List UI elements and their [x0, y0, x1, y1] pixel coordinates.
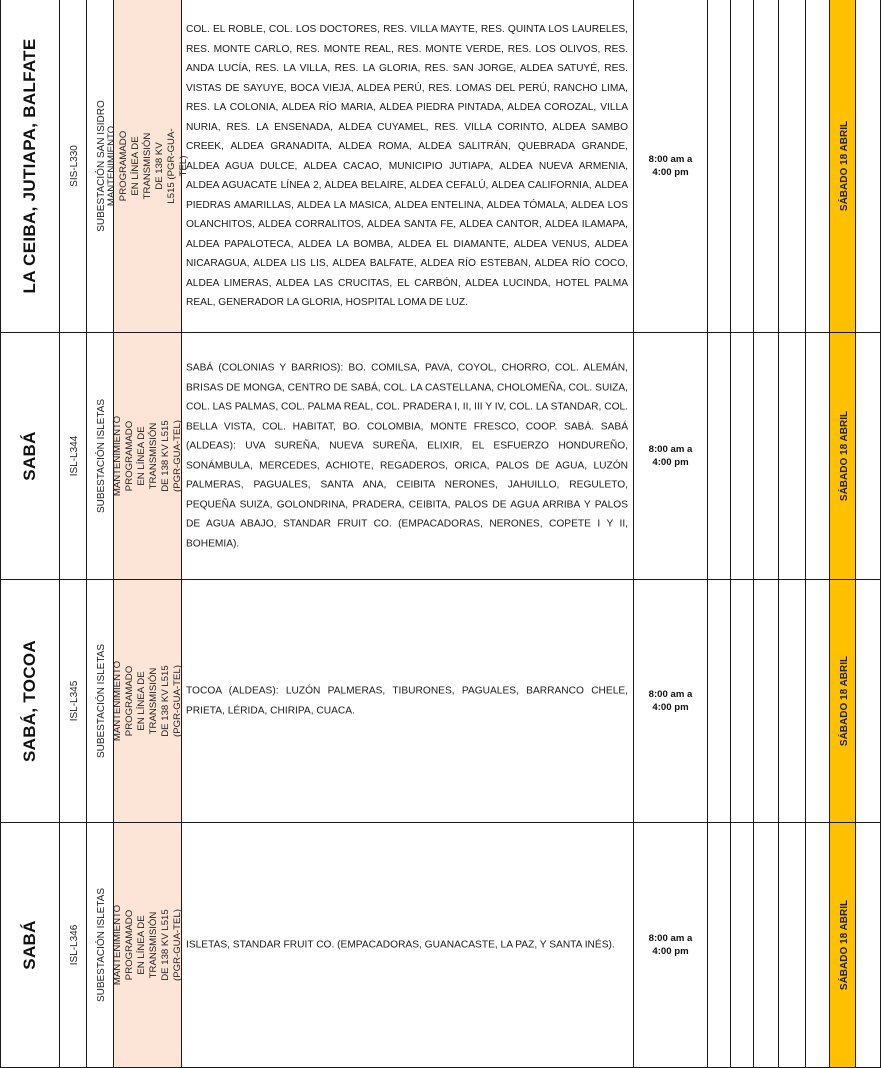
maintenance-description: MANTENIMIENTO PROGRAMADO EN LÍNEA DE TRANSMISIÓN DE 138 KV [105, 125, 165, 207]
empty-cell [731, 333, 754, 580]
date-cell [830, 823, 856, 1068]
time-start: 8:00 am a [648, 444, 693, 455]
affected-areas-cell [182, 333, 634, 580]
empty-cell [708, 0, 731, 333]
circuit-code: ISL-L345 [69, 680, 80, 722]
circuit-code-cell [60, 823, 87, 1068]
table-row [0, 0, 881, 333]
empty-cell [779, 580, 806, 823]
time-cell [634, 0, 708, 333]
empty-cell [708, 823, 731, 1068]
empty-cell [806, 823, 830, 1068]
maintenance-cell [105, 0, 189, 333]
empty-cell [754, 0, 779, 333]
substation-cell [87, 580, 114, 823]
circuit-code-cell [60, 333, 87, 580]
affected-areas-cell [182, 580, 634, 823]
empty-cell [779, 823, 806, 1068]
affected-areas-cell [182, 823, 634, 1068]
time-end: 4:00 pm [652, 946, 689, 957]
affected-areas-text: TOCOA (ALDEAS): LUZÓN PALMERAS, TIBURONES, PAGUALES, BARRANCO CHELE, PRIETA, LÉRIDA, CHIRIPA, CUACA. [186, 685, 628, 716]
empty-cell [856, 580, 881, 823]
time-cell [634, 823, 708, 1068]
empty-cell [806, 333, 830, 580]
maintenance-cell [111, 580, 183, 823]
circuit-code: SIS-L330 [69, 145, 80, 187]
region-cell [0, 333, 60, 580]
region-label: SABÁ, TOCOA [20, 640, 39, 762]
affected-areas-text: COL. EL ROBLE, COL. LOS DOCTORES, RES. VILLA MAYTE, RES. QUINTA LOS LAURELES, RES. MONTE CARLO, RES. MONTE REAL, RES. MONTE VERDE, RES. LOS OLIVOS, RES. ANDA LUCÍA, RES. LA VILLA, RES. LA GLORIA, RES. SAN JORGE, ALDEA SATUYÉ, RES. VISTAS DE SAYUYE, BOCA VIEJA, ALDEA PERÚ, RES. LOMAS DEL PERÚ, RANCHO LIMA, RES. LA COLONIA, ALDEA RÍO MARIA, ALDEA PIEDRA PINTADA, ALDEA COROZAL, VILLA NURIA, RES. LA ENSENADA, ALDEA CUYAMEL, RES. VILLA CORINTO, ALDEA SAMBO CREEK, ALDEA GRANADITA, ALDEA ROMA, ALDEA SALITRÁN, QUEBRADA GRANDE, ALDEA AGUA DULCE, ALDEA CACAO, MUNICIPIO JUTIAPA, ALDEA NUEVA ARMENIA, ALDEA AGUACATE LÍNEA 2, ALDEA BELAIRE, ALDEA CEFALÚ, ALDEA CALIFORNIA, ALDEA PIEDRAS AMARILLAS, ALDEA LA MASICA, ALDEA ENTELINA, ALDEA TÓMALA, ALDEA LOS OLANCHITOS, ALDEA CORRALITOS, ALDEA SANTA FE, ALDEA CANTOR, ALDEA ILAMAPA, ALDEA PAPALOTECA, ALDEA LA BOMBA, ALDEA EL DIAMANTE, ALDEA VENUS, ALDEA NICARAGUA, ALDEA LIS LIS, ALDEA BALFATE, ALDEA RÍO ESTEBAN, ALDEA RÍO COCO, ALDEA LIMERAS, ALDEA LAS CRUCITAS, EL CARBÓN, ALDEA LUCINDA, HOTEL PALMA REAL, GENERADOR LA GLORIA, HOSPITAL LOMA DE LUZ. [186, 23, 628, 308]
time-start: 8:00 am a [648, 689, 693, 700]
region-cell [0, 0, 60, 333]
empty-cell [731, 580, 754, 823]
empty-cell [806, 580, 830, 823]
empty-cell [708, 580, 731, 823]
date-cell [830, 580, 856, 823]
empty-cell [779, 0, 806, 333]
empty-cell [779, 333, 806, 580]
empty-cell [731, 823, 754, 1068]
empty-cell [731, 0, 754, 333]
region-label: LA CEIBA, JUTIAPA, BALFATE [20, 38, 39, 294]
substation-name: SUBESTACIÓN ISLETAS [96, 887, 107, 1003]
maintenance-description-line2: TRANSMISIÓN DE 138 KV L515 (PGR-GUA-TEL) [147, 909, 183, 981]
date-cell [830, 333, 856, 580]
date-label: SÁBADO 18 ABRIL [838, 410, 850, 502]
region-label: SABÁ [20, 920, 39, 970]
date-label: SÁBADO 18 ABRIL [838, 655, 850, 747]
circuit-code-cell [60, 580, 87, 823]
maintenance-description: MANTENIMIENTO PROGRAMADO EN LÍNEA DE [111, 904, 147, 986]
circuit-code-cell [60, 0, 87, 333]
maintenance-description-line2: TRANSMISIÓN DE 138 KV L515 (PGR-GUA-TEL) [147, 665, 183, 737]
date-cell [830, 0, 856, 333]
substation-name: SUBESTACIÓN SAN ISIDRO [96, 100, 107, 232]
date-label: SÁBADO 18 ABRIL [838, 120, 850, 212]
empty-cell [856, 0, 881, 333]
affected-areas-cell [182, 0, 634, 333]
region-label: SABÁ [20, 431, 39, 481]
empty-cell [806, 0, 830, 333]
affected-areas-text: SABÁ (COLONIAS Y BARRIOS): BO. COMILSA, PAVA, COYOL, CHORRO, COL. ALEMÁN, BRISAS DE MONGA, CENTRO DE SABÁ, COL. LA CASTELLANA, CHOLOMEÑA, COL. SUIZA, COL. LAS PALMAS, COL. PALMA REAL, COL. PRADERA I, II, III Y IV, COL. LA STANDAR, COL. BELLA VISTA, COL. HABITAT, BO. COLOMBIA, MONTE FRESCO, COOP. SABÁ. SABÁ (ALDEAS): UVA SUREÑA, NUEVA SUREÑA, ELIXIR, EL ESFUERZO HONDUREÑO, SONÁMBULA, MERCEDES, ACHIOTE, REGADEROS, ORICA, PALOS DE AGUA, LUZÓN PALMERAS, PAGUALES, SANTA ANA, CEIBITA NERONES, JAHUILLO, REGULETO, PEQUEÑA SUIZA, GOLONDRINA, PRADERA, CEIBITA, PALOS DE AGUA ARRIBA Y PALOS DE AGUA ABAJO, STANDAR FRUIT CO. (EMPACADORAS, NERONES, COPETE I Y II, BOHEMIA). [186, 362, 628, 549]
time-end: 4:00 pm [652, 702, 689, 713]
time-cell [634, 333, 708, 580]
substation-cell [87, 333, 114, 580]
empty-cell [754, 580, 779, 823]
date-label: SÁBADO 18 ABRIL [838, 899, 850, 991]
substation-name: SUBESTACIÓN ISLETAS [96, 643, 107, 759]
region-cell [0, 580, 60, 823]
circuit-code: ISL-L346 [69, 924, 80, 966]
empty-cell [754, 823, 779, 1068]
time-start: 8:00 am a [648, 933, 693, 944]
maintenance-description: MANTENIMIENTO PROGRAMADO EN LÍNEA DE [111, 660, 147, 742]
maintenance-cell [111, 823, 183, 1068]
empty-cell [754, 333, 779, 580]
region-cell [0, 823, 60, 1068]
maintenance-cell [111, 333, 183, 580]
time-cell [634, 580, 708, 823]
maintenance-description-line2: L515 (PGR-GUA-TEL) [165, 128, 189, 204]
table-row [0, 333, 881, 580]
maintenance-description: MANTENIMIENTO PROGRAMADO EN LÍNEA DE [111, 415, 147, 497]
empty-cell [708, 333, 731, 580]
table-row [0, 823, 881, 1068]
table-row [0, 580, 881, 823]
substation-cell [87, 823, 114, 1068]
empty-cell [856, 333, 881, 580]
affected-areas-text: ISLETAS, STANDAR FRUIT CO. (EMPACADORAS, GUANACASTE, LA PAZ, Y SANTA INÉS). [186, 939, 615, 951]
time-end: 4:00 pm [652, 167, 689, 178]
circuit-code: ISL-L344 [69, 435, 80, 477]
maintenance-description-line2: TRANSMISIÓN DE 138 KV L515 (PGR-GUA-TEL) [147, 420, 183, 492]
empty-cell [856, 823, 881, 1068]
time-start: 8:00 am a [648, 154, 693, 165]
time-end: 4:00 pm [652, 457, 689, 468]
substation-name: SUBESTACIÓN ISLETAS [96, 398, 107, 514]
